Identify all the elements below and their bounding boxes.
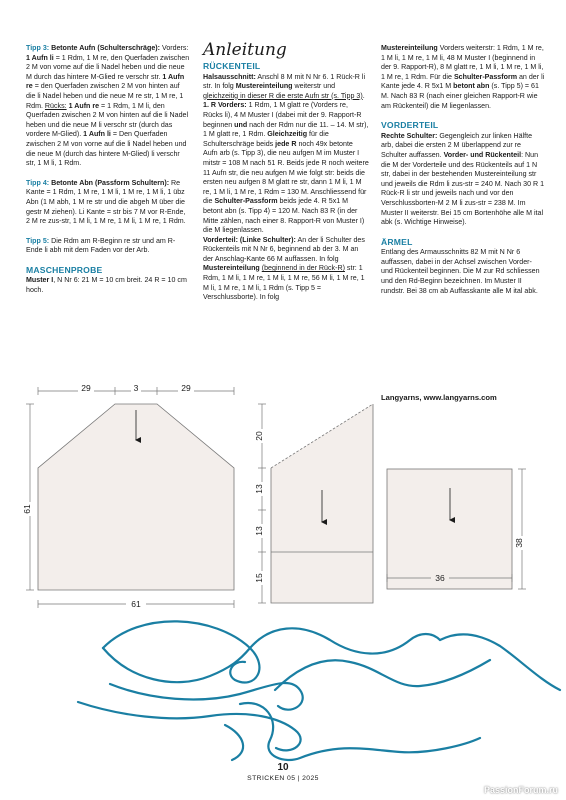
diagram-back-piece (22, 383, 234, 610)
aermel-paragraph: Entlang des Armausschnitts 82 M mit N Nr 6 auffassen, dabei in der Achsel zwischen Vorder- und Rückenteil beginnen. Die M zur Rd schliessen und den Rd-Beginn bezeichnen. Im Muster II rundstr. Bei 38 cm ab Auffasskante alle M ital abk. (381, 248, 540, 295)
dim-sleeve-width: 36 (435, 573, 445, 583)
dim-right-height: 38 (514, 538, 524, 548)
tipp5-paragraph: Tipp 5: Die Rdm am R-Beginn re str und am R-Ende li abh mit dem Faden vor der Arb. (26, 236, 176, 255)
dim-bottom-width: 61 (131, 599, 141, 609)
mustereinteilung-paragraph: Mustereinteilung Vorders weiterstr: 1 Rdm, 1 M re, 1 M li, 1 M re, 1 M li, 48 M Muster I (beginnend in der 9. Rapport-R), 8 M glatt re, 1 M li, 1 M re, 1 M li, 1 M re, 1 Rdm. Für die Schulter-Passform an der li Kante jede 4. R 5x1 M betont abn (s. Tipp 5) = 61 M. Nach 83 R (nach einer gleichen Rapport-R wie am Rückenteil) die M liegenlassen. (381, 44, 545, 110)
dim-seg-mid2: 13 (254, 526, 264, 536)
vorderteil-links-paragraph: Vorderteil: (Linke Schulter): An der li Schulter des Rückenteils mit N Nr 6, beginnend ab der 3. M an der Anschlag-Kante 66 M auffassen. In folg Mustereinteilung (beginnend in der Rück-R) str: 1 Rdm, 1 M li, 1 M re, 1 M li, 1 M re, 56 M li, 1 M re, 1 M li, 1 M re, 1 M li, 1 Rdm (s. Tipp 5 = Verschlussborte). In folg (203, 235, 365, 302)
dim-seg-mid1: 13 (254, 484, 264, 494)
watermark: PassionForum.ru (483, 785, 558, 795)
dim-seg-bottom: 15 (254, 573, 264, 583)
page-number: 10 (277, 762, 289, 773)
maschenprobe-heading: MASCHENPROBE (26, 264, 103, 275)
vorderteil-paragraph: Rechte Schulter: Gegengleich zur linken Hälfte arb, dabei die ersten 2 M überlappend zur re Schulter auffassen. Vorder- und Rückenteil: Nun die M der Vorderteile und des Rückenteils auf 1 N str, dabei in der bestehenden Mustereinteilung str und jeweils die Rdm li zus-str = 240 M. Nach 30 R 1 Rück-R li str und jeweils nach und vor den Verschlussborten-M 2 M li zus-str = 238 M. Im Muster II weiterstr. Bei 15 cm Bortenhöhe alle M ital abk (s. Wichtige Hinweise). (381, 131, 545, 227)
diagram-sleeve (387, 469, 528, 589)
dim-top-right: 29 (181, 383, 191, 393)
vorderteil-heading: VORDERTEIL (381, 120, 439, 131)
sleeve-shape (387, 469, 512, 589)
decorative-wave (78, 621, 560, 760)
issue-label: STRICKEN 05 | 2025 (247, 775, 319, 782)
website-credit: Langyarns, www.langyarns.com (381, 393, 497, 402)
maschenprobe-paragraph: Muster I, N Nr 6: 21 M = 10 cm breit. 24 R = 10 cm hoch. (26, 276, 187, 295)
tipp3-paragraph: Tipp 3: Betonte Aufn (Schulterschräge): Vorders: 1 Aufn li = 1 Rdm, 1 M re, den Querfaden zwischen 2 M von vorne auf die li Nadel heben und die neue M durch das hintere M-Glied re verschr str. 1 Aufn re = den Querfaden zwischen 2 M von hinten auf die li Nadel heben und die neue M re str, 1 M re, 1 Rdm. Rücks: 1 Aufn re = 1 Rdm, 1 M li, den Querfaden zwischen 2 M von hinten auf die li Nadel heben und die neue M li verschr str (durch das vordere M-Glied). 1 Aufn li = Den Querfaden zwischen 2 M von vorne auf die li Nadel heben und die neue M (durch das hintere M-Glied) li verschr str, 1 M li, 1 Rdm. (26, 44, 190, 168)
dim-top-mid: 3 (133, 383, 139, 393)
dim-left-height: 61 (22, 504, 32, 514)
diagram-front-piece (254, 404, 373, 603)
section-title: Anleitung (203, 40, 287, 60)
rueckenteil-heading: RÜCKENTEIL (203, 61, 261, 71)
rueckenteil-paragraph: Halsausschnitt: Anschl 8 M mit N Nr 6. 1 Rück-R li str. In folg Mustereinteilung weiterstr und gleichzeitig in dieser R die erste Aufn str (s. Tipp 3). 1. R Vorders: 1 Rdm, 1 M glatt re (Vorders re, Rücks li), 4 M Muster I (dabei mit der 9. Rapport-R beginnen und nach der Rdm nur die 11. – 14. M str), 1 M glatt re, 1 Rdm. Gleichzeitig für die Schulterschräge beids jede R noch 49x betonte Aufn arb (s. Tipp 3), die neu aufgen M im Muster I mitstr = 108 M nach 51 R. Beids jede R noch weitere 11 Aufn str, die neu aufgen M wie folgt str: beids die ersten neu aufgen 8 M glatt re str, dann 1 M li, 1 M re, 1 M li, 1 M re, 1 Rdm = 130 M. Anschliessend für die Schulter-Passform beids jede 4. R 5x1 M betont abn (s. Tipp 4) = 120 M. Nach 83 R (in der Mitte zählen, nach einer 8. Rapport-R von Muster I) die M liegenlassen. (203, 72, 369, 235)
dim-top-left: 29 (81, 383, 91, 393)
aermel-heading: ÄRMEL (381, 236, 413, 247)
tipp4-paragraph: Tipp 4: Betonte Abn (Passform Schultern): Re Kante = 1 Rdm, 1 M re, 1 M li, 1 M re, 1 M li, 1 übz Abn (1 M abh, 1 M re str und die abgeh M über die gestr M ziehen). Li Kante = str bis 7 M vor R-Ende, 2 M re zus-str, 1 M li, 1 M re, 1 M li, 1 M re, 1 Rdm. (26, 178, 186, 226)
dim-seg-top: 20 (254, 431, 264, 441)
